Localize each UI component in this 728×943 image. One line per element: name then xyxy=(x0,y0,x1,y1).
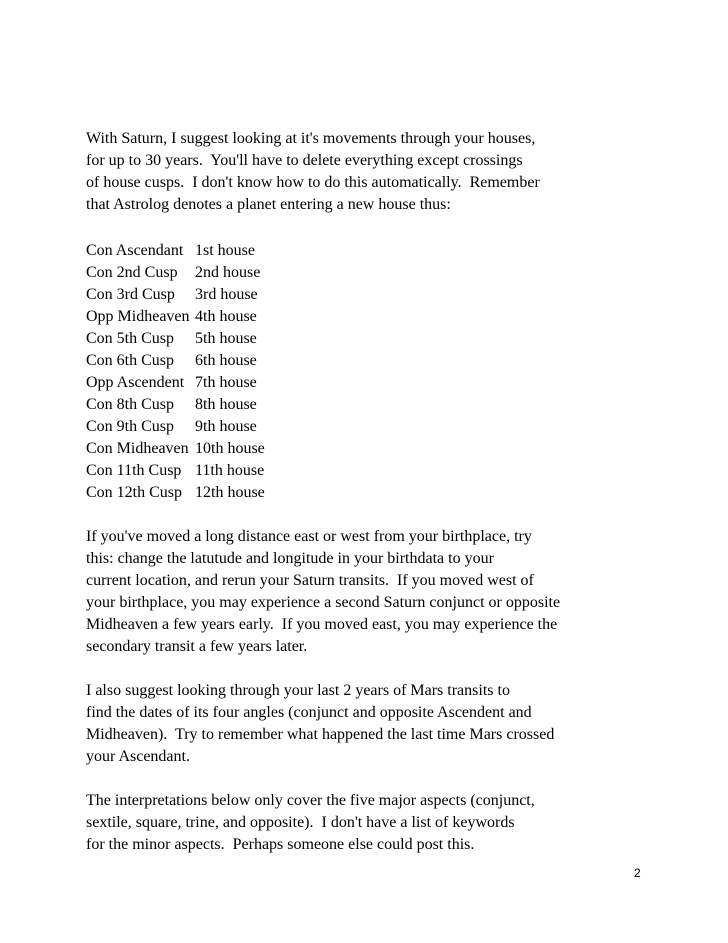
house-cell: 10th house xyxy=(195,440,265,457)
house-cell: 4th house xyxy=(195,308,257,325)
text-line: your Ascendant. xyxy=(86,748,190,765)
text-line: Midheaven a few years early. If you moved east, you may experience the xyxy=(86,616,558,633)
text-line: If you've moved a long distance east or west from your birthplace, try xyxy=(86,528,532,545)
text-line: find the dates of its four angles (conjunct and opposite Ascendent and xyxy=(86,704,532,721)
event-cell: Con 2nd Cusp xyxy=(86,264,178,281)
table-row xyxy=(86,262,265,284)
text-line: secondary transit a few years later. xyxy=(86,638,308,655)
event-cell: Con 11th Cusp xyxy=(86,462,182,479)
event-cell: Opp Midheaven xyxy=(86,308,190,325)
table-row xyxy=(86,328,265,350)
text-line: for the minor aspects. Perhaps someone else could post this. xyxy=(86,836,475,853)
event-cell: Con 9th Cusp xyxy=(86,418,175,435)
house-cell: 9th house xyxy=(195,418,257,435)
table-row xyxy=(86,416,265,438)
table-row xyxy=(86,438,265,460)
table-row xyxy=(86,460,265,482)
house-cell: 5th house xyxy=(195,330,257,347)
paragraph-mars-transits xyxy=(86,680,554,768)
text-line: current location, and rerun your Saturn transits. If you moved west of xyxy=(86,572,534,589)
text-line: this: change the latutude and longitude in your birthdata to your xyxy=(86,550,494,567)
text-line: sextile, square, trine, and opposite). I don't have a list of keywords xyxy=(86,814,515,831)
table-row xyxy=(86,240,265,262)
event-cell: Con 12th Cusp xyxy=(86,484,183,501)
text-line: for up to 30 years. You'll have to delete everything except crossings xyxy=(86,152,523,169)
house-cell: 1st house xyxy=(195,242,255,259)
page-number: 2 xyxy=(634,866,641,880)
text-line: Midheaven). Try to remember what happened the last time Mars crossed xyxy=(86,726,555,743)
text-line: your birthplace, you may experience a second Saturn conjunct or opposite xyxy=(86,594,561,611)
event-cell: Con Ascendant xyxy=(86,242,184,259)
paragraph-relocation xyxy=(86,526,560,658)
house-crossing-table xyxy=(86,240,265,504)
event-cell: Con 6th Cusp xyxy=(86,352,175,369)
text-line: I also suggest looking through your last 2 years of Mars transits to xyxy=(86,682,510,699)
text-line: of house cusps. I don't know how to do this automatically. Remember xyxy=(86,174,540,191)
paragraph-saturn-intro xyxy=(86,128,540,216)
table-row xyxy=(86,350,265,372)
house-cell: 7th house xyxy=(195,374,257,391)
house-cell: 11th house xyxy=(195,462,265,479)
table-row xyxy=(86,306,265,328)
event-cell: Con 8th Cusp xyxy=(86,396,175,413)
text-line: The interpretations below only cover the five major aspects (conjunct, xyxy=(86,792,535,809)
event-cell: Con 5th Cusp xyxy=(86,330,175,347)
house-cell: 2nd house xyxy=(195,264,261,281)
event-cell: Opp Ascendent xyxy=(86,374,185,391)
paragraph-interpretations xyxy=(86,790,535,856)
house-cell: 12th house xyxy=(195,484,265,501)
table-row xyxy=(86,482,265,504)
table-row xyxy=(86,284,265,306)
table-row xyxy=(86,372,265,394)
house-cell: 8th house xyxy=(195,396,257,413)
house-cell: 6th house xyxy=(195,352,257,369)
event-cell: Con Midheaven xyxy=(86,440,189,457)
table-row xyxy=(86,394,265,416)
text-line: With Saturn, I suggest looking at it's movements through your houses, xyxy=(86,130,536,147)
event-cell: Con 3rd Cusp xyxy=(86,286,175,303)
text-line: that Astrolog denotes a planet entering a new house thus: xyxy=(86,196,451,213)
house-cell: 3rd house xyxy=(195,286,258,303)
